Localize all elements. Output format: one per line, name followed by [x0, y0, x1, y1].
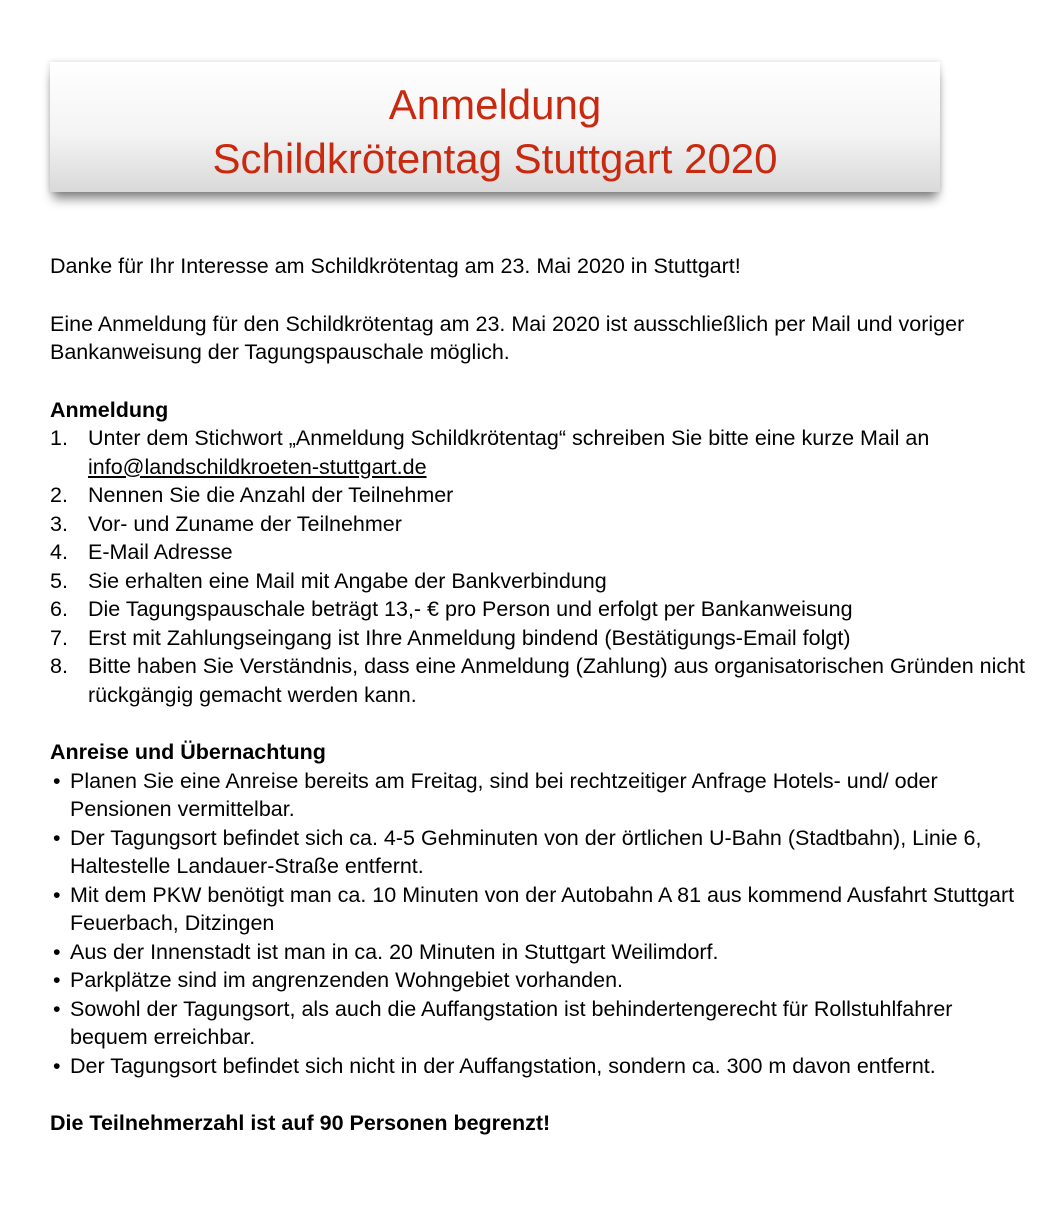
list-item — [50, 538, 1035, 567]
list-item — [50, 938, 1035, 967]
list-item-text: Der Tagungsort befindet sich nicht in der Auffangstation, sondern ca. 300 m davon entfernt. — [70, 1053, 936, 1078]
list-item-text: Sie erhalten eine Mail mit Angabe der Bankverbindung — [88, 568, 607, 593]
intro-thanks: Danke für Ihr Interesse am Schildkrötentag am 23. Mai 2020 in Stuttgart! — [50, 254, 741, 278]
list-item — [50, 995, 1035, 1052]
list-item-text: Parkplätze sind im angrenzenden Wohngebiet vorhanden. — [70, 968, 623, 992]
list-number: 3. — [50, 511, 68, 536]
list-item — [50, 595, 1035, 624]
list-item — [50, 881, 1035, 938]
banner-title-line-2: Schildkrötentag Stuttgart 2020 — [212, 135, 778, 182]
anmeldung-list — [50, 424, 1035, 709]
list-item — [50, 652, 1035, 709]
list-number: 1. — [50, 426, 68, 450]
list-number: 8. — [50, 654, 68, 678]
list-item — [50, 481, 1035, 510]
list-item-text: Sowohl der Tagungsort, als auch die Auffangstation ist behindertengerecht für Rollstuhlfahrer bequem erreichbar. — [70, 996, 953, 1049]
bullet-icon: • — [53, 1053, 61, 1078]
list-item — [50, 824, 1035, 881]
list-item — [50, 767, 1035, 824]
list-number: 4. — [50, 540, 68, 564]
email-link[interactable]: info@landschildkroeten-stuttgart.de — [88, 454, 427, 479]
list-item-text: Bitte haben Sie Verständnis, dass eine Anmeldung (Zahlung) aus organisatorischen Gründen nicht rückgängig gemacht werden kann. — [88, 654, 1026, 707]
list-item-text: Planen Sie eine Anreise bereits am Freitag, sind bei rechtzeitiger Anfrage Hotels- und/ oder Pensionen vermittelbar. — [70, 768, 938, 821]
bullet-icon: • — [53, 882, 61, 907]
list-item — [50, 1052, 1035, 1081]
list-item — [50, 624, 1035, 653]
intro-registration-info: Eine Anmeldung für den Schildkrötentag am 23. Mai 2020 ist ausschließlich per Mail und voriger Bankanweisung der Tagungspauschale möglich. — [50, 311, 965, 364]
participant-limit-note: Die Teilnehmerzahl ist auf 90 Personen begrenzt! — [50, 1111, 551, 1135]
list-number: 6. — [50, 597, 68, 621]
list-item-text: Die Tagungspauschale beträgt 13,- € pro Person und erfolgt per Bankanweisung — [88, 597, 853, 621]
list-item-text: Unter dem Stichwort „Anmeldung Schildkrötentag“ schreiben Sie bitte eine kurze Mail an — [88, 426, 930, 450]
list-item-text: Der Tagungsort befindet sich ca. 4-5 Gehminuten von der örtlichen U-Bahn (Stadtbahn), Linie 6, Haltestelle Landauer-Straße entfernt. — [70, 825, 982, 878]
banner-title-line-1: Anmeldung — [388, 81, 602, 128]
list-number: 5. — [50, 568, 68, 593]
anmeldung-heading: Anmeldung — [50, 397, 169, 422]
list-item-text: Nennen Sie die Anzahl der Teilnehmer — [88, 483, 454, 507]
bullet-icon: • — [53, 825, 61, 850]
anreise-list — [50, 767, 1035, 1081]
bullet-icon: • — [53, 996, 61, 1021]
bullet-icon: • — [53, 768, 61, 793]
list-item-text: Vor- und Zuname der Teilnehmer — [88, 511, 402, 536]
list-item-text: E-Mail Adresse — [88, 540, 233, 564]
list-item-text: Aus der Innenstadt ist man in ca. 20 Minuten in Stuttgart Weilimdorf. — [70, 939, 719, 964]
list-item-text: Mit dem PKW benötigt man ca. 10 Minuten von der Autobahn A 81 aus kommend Ausfahrt Stuttgart Feuerbach, Ditzingen — [70, 882, 1015, 935]
list-number: 2. — [50, 483, 68, 507]
list-number: 7. — [50, 625, 68, 650]
list-item — [50, 510, 1035, 539]
anreise-heading: Anreise und Übernachtung — [50, 740, 326, 764]
list-item — [50, 424, 1035, 481]
bullet-icon: • — [53, 939, 61, 964]
list-item — [50, 567, 1035, 596]
list-item — [50, 966, 1035, 995]
list-item-text: Erst mit Zahlungseingang ist Ihre Anmeldung bindend (Bestätigungs-Email folgt) — [88, 625, 851, 650]
bullet-icon: • — [53, 968, 61, 992]
page-content — [50, 252, 1035, 1138]
title-banner — [50, 62, 940, 192]
